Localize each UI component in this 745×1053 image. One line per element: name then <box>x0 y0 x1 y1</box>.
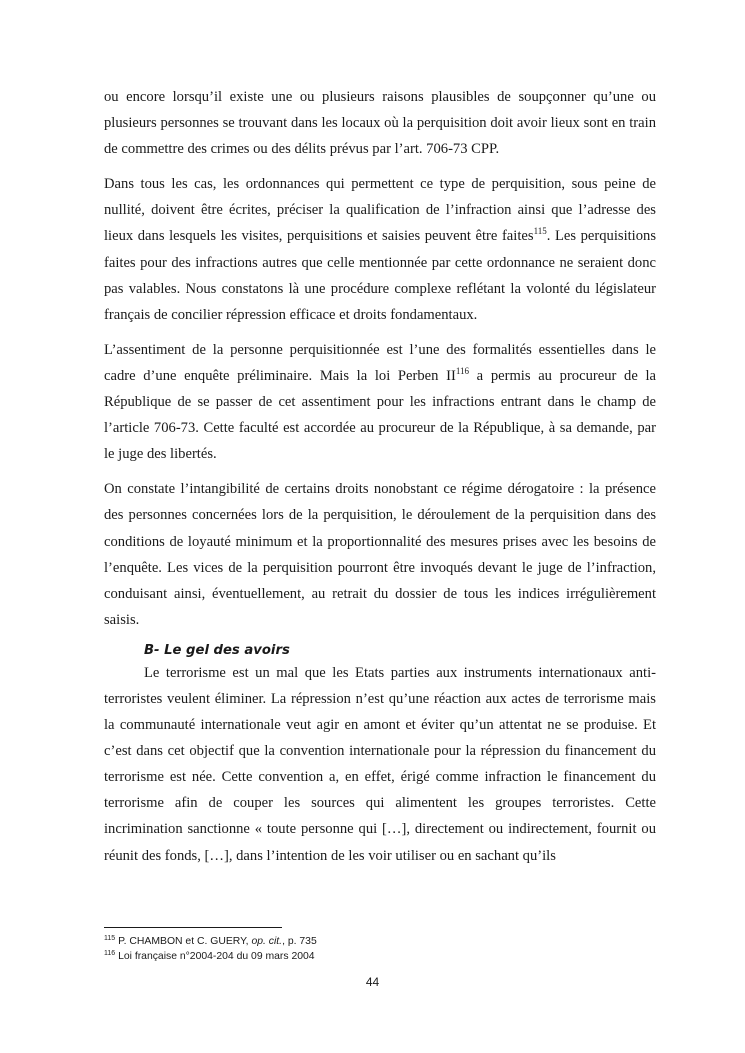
page-number: 44 <box>365 975 380 989</box>
footnote-text-pre: P. CHAMBON et C. GUERY, <box>118 936 252 947</box>
footnote-ref-115[interactable]: 115 <box>533 226 547 237</box>
paragraph-3-text-before: L’assentiment de la personne perquisitionnée est l’une des formalités essentielles dans le cadre d’une enquête préliminaire. Mais la loi Perben II <box>104 341 656 384</box>
paragraph-2-text-before: Dans tous les cas, les ordonnances qui permettent ce type de perquisition, sous peine de nullité, doivent être écrites, préciser la qualification de l’infraction ainsi que l’adresse des lieux dans lesquels les visites, perquisitions et saisies peuvent être faites <box>104 176 656 245</box>
paragraph-3 <box>104 337 656 467</box>
paragraph-4: On constate l’intangibilité de certains droits nonobstant ce régime dérogatoire : la présence des personnes concernées lors de la perquisition, le déroulement de la perquisition dans des conditions de loyauté minimum et la proportionnalité des mesures prises avec les besoins de l’enquête. Les vices de la perquisition pourront être invoqués devant le juge de l’infraction, conduisant ainsi, éventuellement, au retrait du dossier de tous les indices irrégulièrement saisis. <box>104 481 656 628</box>
body-text <box>104 84 656 878</box>
footnote-text-italic: op. cit. <box>251 936 283 947</box>
section-paragraph: Le terrorisme est un mal que les Etats parties aux instruments internationaux anti-terroristes veulent éliminer. La répression n’est qu’une réaction aux actes de terrorisme mais la communauté internationale veut agir en amont et éviter qu’un attentat ne se produise. Et c’est dans cet objectif que la convention internationale pour la répression du financement du terrorisme est née. Cette convention a, en effet, érigé comme infraction le financement du terrorisme afin de couper les sources qui alimentent les groupes terroristes. Cette incrimination sanctionne « toute personne qui […], directement ou indirectement, fournit ou réunit des fonds, […], dans l’intention de les voir utiliser ou en sachant qu’ils <box>104 664 656 864</box>
footnote-116 <box>104 949 656 964</box>
paragraph-2-text-after: . Les perquisitions faites pour des infractions autres que celle mentionnée par cette ordonnance ne seraient donc pas valables. Nous constatons là une procédure complexe reflétant la volonté du législateur français de concilier répression efficace et droits fondamentaux. <box>104 228 657 323</box>
footnote-ref-116[interactable]: 116 <box>455 365 470 376</box>
footnote-number: 116 <box>104 950 116 957</box>
paragraph-1: ou encore lorsqu’il existe une ou plusieurs raisons plausibles de soupçonner qu’une ou plusieurs personnes se trouvant dans les locaux où la perquisition doit avoir lieux sont en train de commettre des crimes ou des délits prévus par l’art. 706-73 CPP. <box>104 89 656 158</box>
footnotes <box>104 934 656 964</box>
footnote-115 <box>104 934 656 949</box>
paragraph-2 <box>104 171 656 328</box>
footnote-text-post: , p. 735 <box>282 936 317 947</box>
footnote-number: 115 <box>104 935 116 942</box>
section-heading: B- Le gel des avoirs <box>144 642 290 658</box>
footnote-separator <box>104 927 282 928</box>
paragraph-3-text-after: a permis au procureur de la République de se passer de cet assentiment pour les infractions entrant dans le champ de l’article 706-73. Cette faculté est accordée au procureur de la République, à sa demande, par le juge des libertés. <box>104 367 656 463</box>
footnote-text-pre: Loi française n°2004-204 du 09 mars 2004 <box>118 951 315 962</box>
